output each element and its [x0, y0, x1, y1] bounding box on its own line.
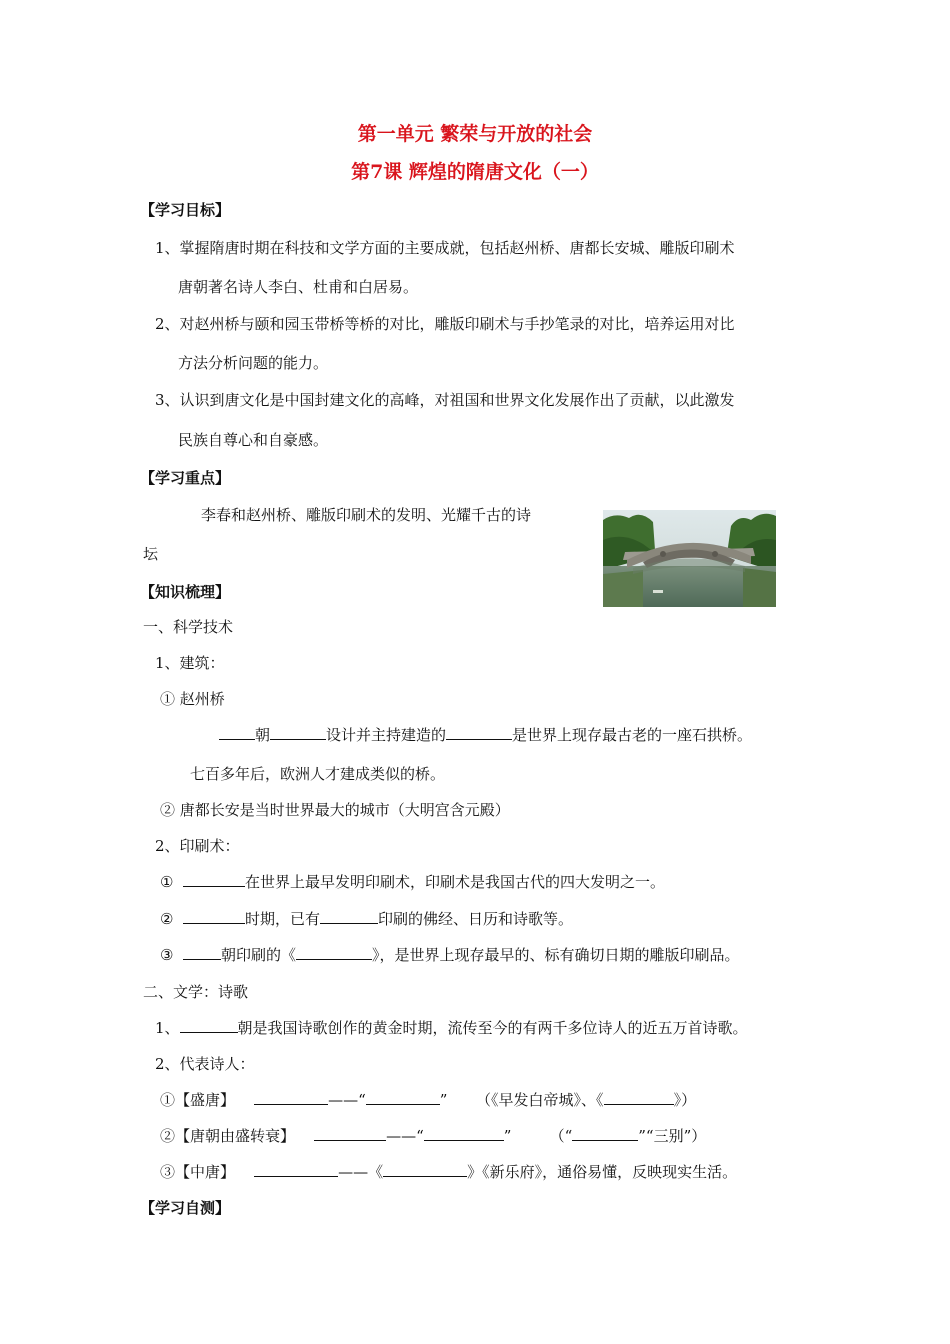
goal-1-line-2: 唐朝著名诗人李白、杜甫和白居易。 [178, 278, 419, 296]
blank-designer[interactable] [270, 725, 326, 740]
literature-item-1: 1、 朝是我国诗歌创作的黄金时期，流传至今的有两千多位诗人的近五万首诗歌。 [155, 1019, 748, 1037]
section-heading-self-test: 【学习自测】 [140, 1199, 231, 1217]
goal-3-line-2: 民族自尊心和自豪感。 [178, 431, 329, 449]
bridge-fill-line: 朝 设计并主持建造的 是世界上现存最古老的一座石拱桥。 [219, 725, 752, 745]
key-points-line-2: 坛 [143, 545, 159, 563]
lesson-title: 第7课 辉煌的隋唐文化（一） [351, 161, 599, 183]
changan-item: ② 唐都长安是当时世界最大的城市（大明宫含元殿） [160, 801, 510, 819]
poet-1-line: ①【盛唐】 ——“ ” （《早发白帝城》、《 》） [160, 1091, 697, 1109]
section-heading-goals: 【学习目标】 [140, 201, 231, 219]
zhaozhou-bridge-photo [603, 510, 776, 607]
blank-dynasty-2[interactable] [183, 945, 221, 960]
printing-item-3: ③ 朝印刷的《 》，是世界上现存最早的、标有确切日期的雕版印刷品。 [160, 946, 740, 964]
poet-2-line: ②【唐朝由盛转衰】 ——“ ” （“ ”“三别”） [160, 1127, 707, 1145]
blank-poet-2-work[interactable] [572, 1126, 638, 1141]
part-1-heading: 一、科学技术 [143, 618, 234, 636]
blank-poet-2-title[interactable] [424, 1126, 504, 1141]
section-heading-key-points: 【学习重点】 [140, 469, 231, 487]
goal-3-line-1: 3、认识到唐文化是中国封建文化的高峰，对祖国和世界文化发展作出了贡献，以此激发 [155, 391, 735, 409]
goal-2-line-2: 方法分析问题的能力。 [178, 354, 329, 372]
goal-2-line-1: 2、对赵州桥与颐和园玉带桥等桥的对比，雕版印刷术与手抄笔录的对比，培养运用对比 [155, 315, 735, 333]
blank-poet-1-title[interactable] [366, 1090, 440, 1105]
printing-heading: 2、印刷术： [155, 837, 240, 855]
key-points-line-1: 李春和赵州桥、雕版印刷术的发明、光耀千古的诗 [201, 506, 532, 524]
printing-item-2: ② 时期，已有 印刷的佛经、日历和诗歌等。 [160, 910, 574, 928]
blank-book-title[interactable] [296, 945, 372, 960]
section-heading-knowledge: 【知识梳理】 [140, 583, 231, 601]
blank-country[interactable] [183, 872, 245, 887]
representative-poets-heading: 2、代表诗人： [155, 1055, 255, 1073]
blank-poet-3-work[interactable] [383, 1162, 467, 1177]
blank-poet-1-work[interactable] [604, 1090, 674, 1105]
blank-dynasty[interactable] [219, 725, 255, 740]
part-2-heading: 二、文学：诗歌 [143, 983, 249, 1001]
blank-printing-type[interactable] [320, 909, 378, 924]
zhaozhou-bridge-item: ① 赵州桥 [160, 690, 225, 708]
blank-poet-3[interactable] [254, 1162, 338, 1177]
goal-1-line-1: 1、掌握隋唐时期在科技和文学方面的主要成就，包括赵州桥、唐都长安城、雕版印刷术 [155, 239, 735, 257]
printing-item-1: ① 在世界上最早发明印刷术，印刷术是我国古代的四大发明之一。 [160, 873, 666, 891]
unit-title: 第一单元 繁荣与开放的社会 [357, 123, 593, 145]
poet-3-line: ③【中唐】 ——《 》《新乐府》，通俗易懂，反映现实生活。 [160, 1163, 738, 1181]
bridge-europe-note: 七百多年后，欧洲人才建成类似的桥。 [190, 765, 446, 783]
blank-period[interactable] [183, 909, 245, 924]
blank-bridge-name[interactable] [446, 725, 512, 740]
architecture-heading: 1、建筑： [155, 654, 225, 672]
blank-poet-2[interactable] [314, 1126, 386, 1141]
blank-poetry-dynasty[interactable] [180, 1018, 238, 1033]
blank-poet-1[interactable] [254, 1090, 328, 1105]
